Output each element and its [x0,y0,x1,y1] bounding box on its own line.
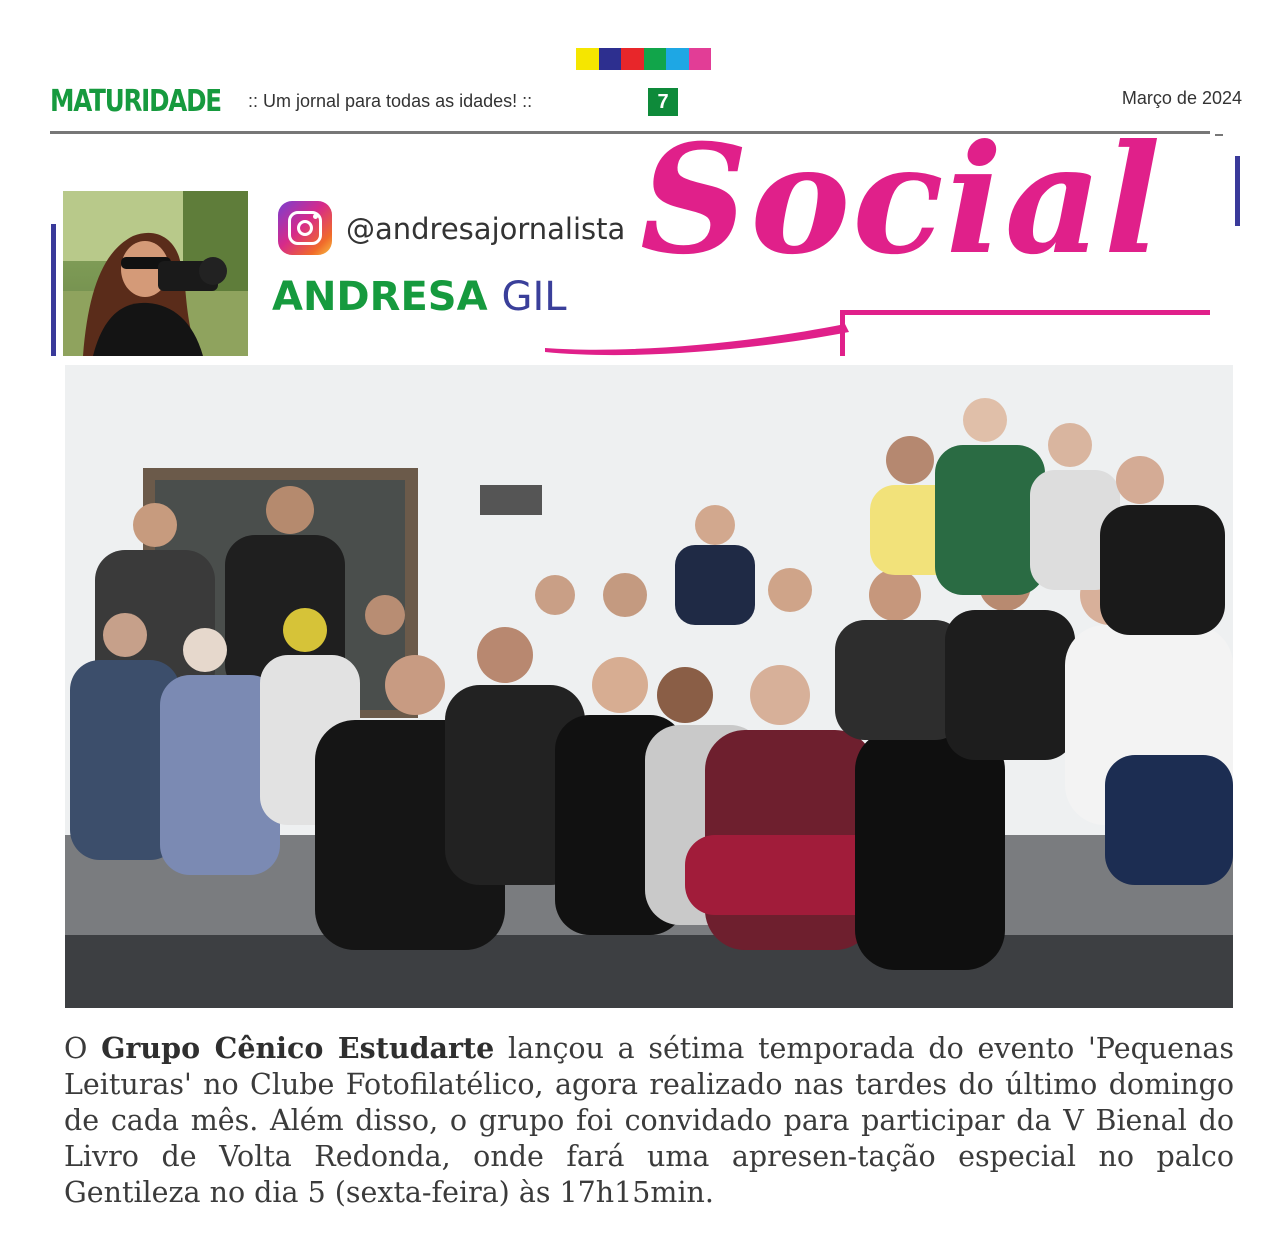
page-number-badge: 7 [648,88,678,116]
caption-group-name: Grupo Cênico Estudarte [101,1031,495,1065]
author-last-name: GIL [501,274,567,320]
section-title: Social [640,112,1163,288]
author-first-name: ANDRESA [272,274,488,320]
section-title-underline [840,310,1210,315]
author-photo [63,191,248,356]
newspaper-tagline: :: Um jornal para todas as idades! :: [248,91,533,111]
header-rule-end [1215,134,1223,136]
color-swatch-red [621,48,644,70]
section-title-underline-tick [840,310,845,356]
photo-caption [64,1030,1234,1211]
color-swatch-magenta [689,48,712,70]
color-bar [576,48,711,70]
issue-date: Março de 2024 [1121,88,1242,108]
color-swatch-green [644,48,667,70]
title-swoosh [545,318,865,358]
group-photo [65,365,1233,1008]
instagram-icon [278,201,332,255]
color-swatch-navy [599,48,622,70]
instagram-handle: @andresajornalista [346,212,626,246]
right-accent-bar [1235,156,1240,226]
caption-body: lançou a sétima temporada do evento 'Pequenas Leituras' no Clube Fotofilatélico, agora realizado nas tardes do último domingo de cada mês. Além disso, o grupo foi convidado para participar da V Bienal do Livro de Volta Redonda, onde fará uma apresen-tação especial no palco Gentileza no dia 5 (sexta-feira) às 17h15min. [64,1032,1235,1209]
color-swatch-yellow [576,48,599,70]
color-swatch-cyan [666,48,689,70]
author-name [272,274,567,320]
left-accent-bar [51,224,56,356]
newspaper-masthead: MATURIDADE [50,84,221,119]
caption-lead: O [64,1032,88,1065]
